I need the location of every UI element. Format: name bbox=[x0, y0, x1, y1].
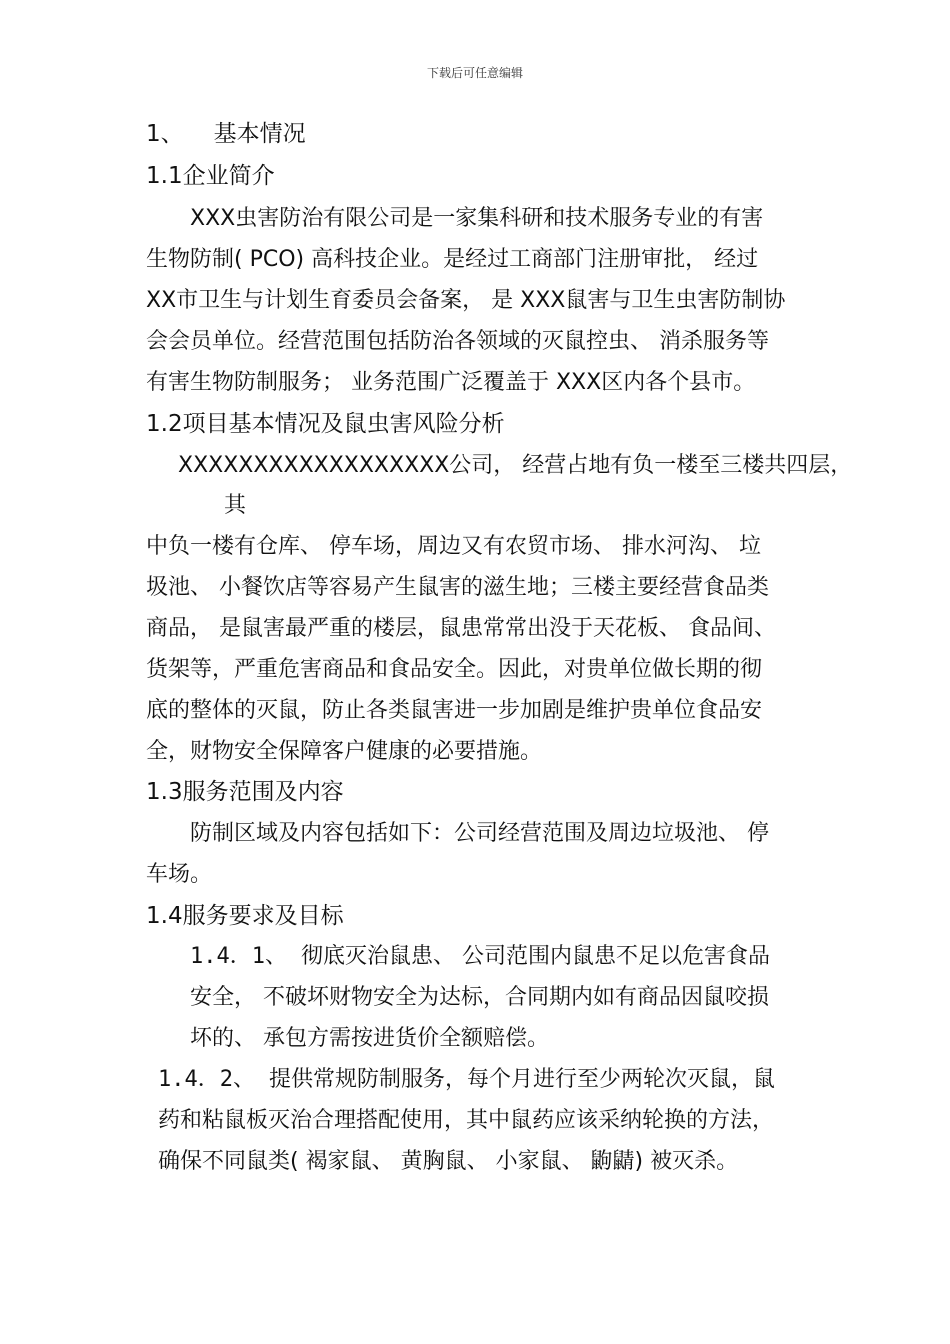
paragraph-line: 安全， 不破坏财物安全为达标，合同期内如有商品因鼠咬损 bbox=[190, 985, 769, 1010]
paragraph-line: 有害生物防制服务； 业务范围广泛覆盖于 XXX区内各个县市。 bbox=[146, 370, 756, 395]
list-item-2-first-line bbox=[158, 1059, 775, 1100]
paragraph-line: 圾池、 小餐饮店等容易产生鼠害的滋生地；三楼主要经营食品类 bbox=[146, 575, 769, 600]
paragraph-line: 其 bbox=[224, 493, 247, 518]
section-1-3-title: 1.3服务范围及内容 bbox=[146, 779, 344, 805]
list-item-1-text: 彻底灭治鼠患、 公司范围内鼠患不足以危害食品 bbox=[300, 944, 770, 969]
paragraph-line: 车场。 bbox=[146, 862, 213, 887]
paragraph-line: 坏的、 承包方需按进货价全额赔偿。 bbox=[190, 1026, 549, 1051]
list-item-2-text: 提供常规防制服务，每个月进行至少两轮次灭鼠，鼠 bbox=[268, 1067, 775, 1092]
paragraph-line: 生物防制( PCO) 高科技企业。是经过工商部门注册审批， 经过 bbox=[146, 247, 759, 272]
paragraph-line: 中负一楼有仓库、 停车场，周边又有农贸市场、 排水河沟、 垃 bbox=[146, 534, 761, 559]
section-1-heading bbox=[146, 114, 306, 155]
section-1-1-title: 1.1企业简介 bbox=[146, 163, 275, 189]
paragraph-line: 底的整体的灭鼠，防止各类鼠害进一步加剧是维护贵单位食品安 bbox=[146, 698, 763, 723]
paragraph-line: 确保不同鼠类( 褐家鼠、 黄胸鼠、 小家鼠、 鼩鼱) 被灭杀。 bbox=[158, 1149, 739, 1174]
paragraph-line: 全，财物安全保障客户健康的必要措施。 bbox=[146, 739, 543, 764]
section-1-4-title: 1.4服务要求及目标 bbox=[146, 903, 344, 929]
paragraph-line: 货架等，严重危害商品和食品安全。因此，对贵单位做长期的彻 bbox=[146, 657, 763, 682]
paragraph-line: 会会员单位。经营范围包括防治各领域的灭鼠控虫、 消杀服务等 bbox=[146, 329, 769, 354]
paragraph-line: XXXXXXXXXXXXXXXXXX公司， 经营占地有负一楼至三楼共四层， bbox=[178, 453, 853, 478]
paragraph-line: 防制区域及内容包括如下：公司经营范围及周边垃圾池、 停 bbox=[190, 821, 769, 846]
list-item-2-number: 1.4．2、 bbox=[158, 1067, 255, 1092]
section-1-2-title: 1.2项目基本情况及鼠虫害风险分析 bbox=[146, 411, 505, 437]
paragraph-line: XX市卫生与计划生育委员会备案， 是 XXX鼠害与卫生虫害防制协 bbox=[146, 288, 786, 313]
paragraph-line: XXX虫害防治有限公司是一家集科研和技术服务专业的有害 bbox=[190, 206, 764, 231]
list-item-1-first-line bbox=[190, 936, 770, 977]
section-1-number: 1、 bbox=[146, 121, 184, 147]
paragraph-line: 商品， 是鼠害最严重的楼层，鼠患常常出没于天花板、 食品间、 bbox=[146, 616, 776, 641]
list-item-1-number: 1.4．1、 bbox=[190, 944, 287, 969]
section-1-title: 基本情况 bbox=[213, 121, 306, 147]
page-header-note: 下载后可任意编辑 bbox=[426, 66, 523, 80]
paragraph-line: 药和粘鼠板灭治合理搭配使用，其中鼠药应该采纳轮换的方法， bbox=[158, 1108, 775, 1133]
